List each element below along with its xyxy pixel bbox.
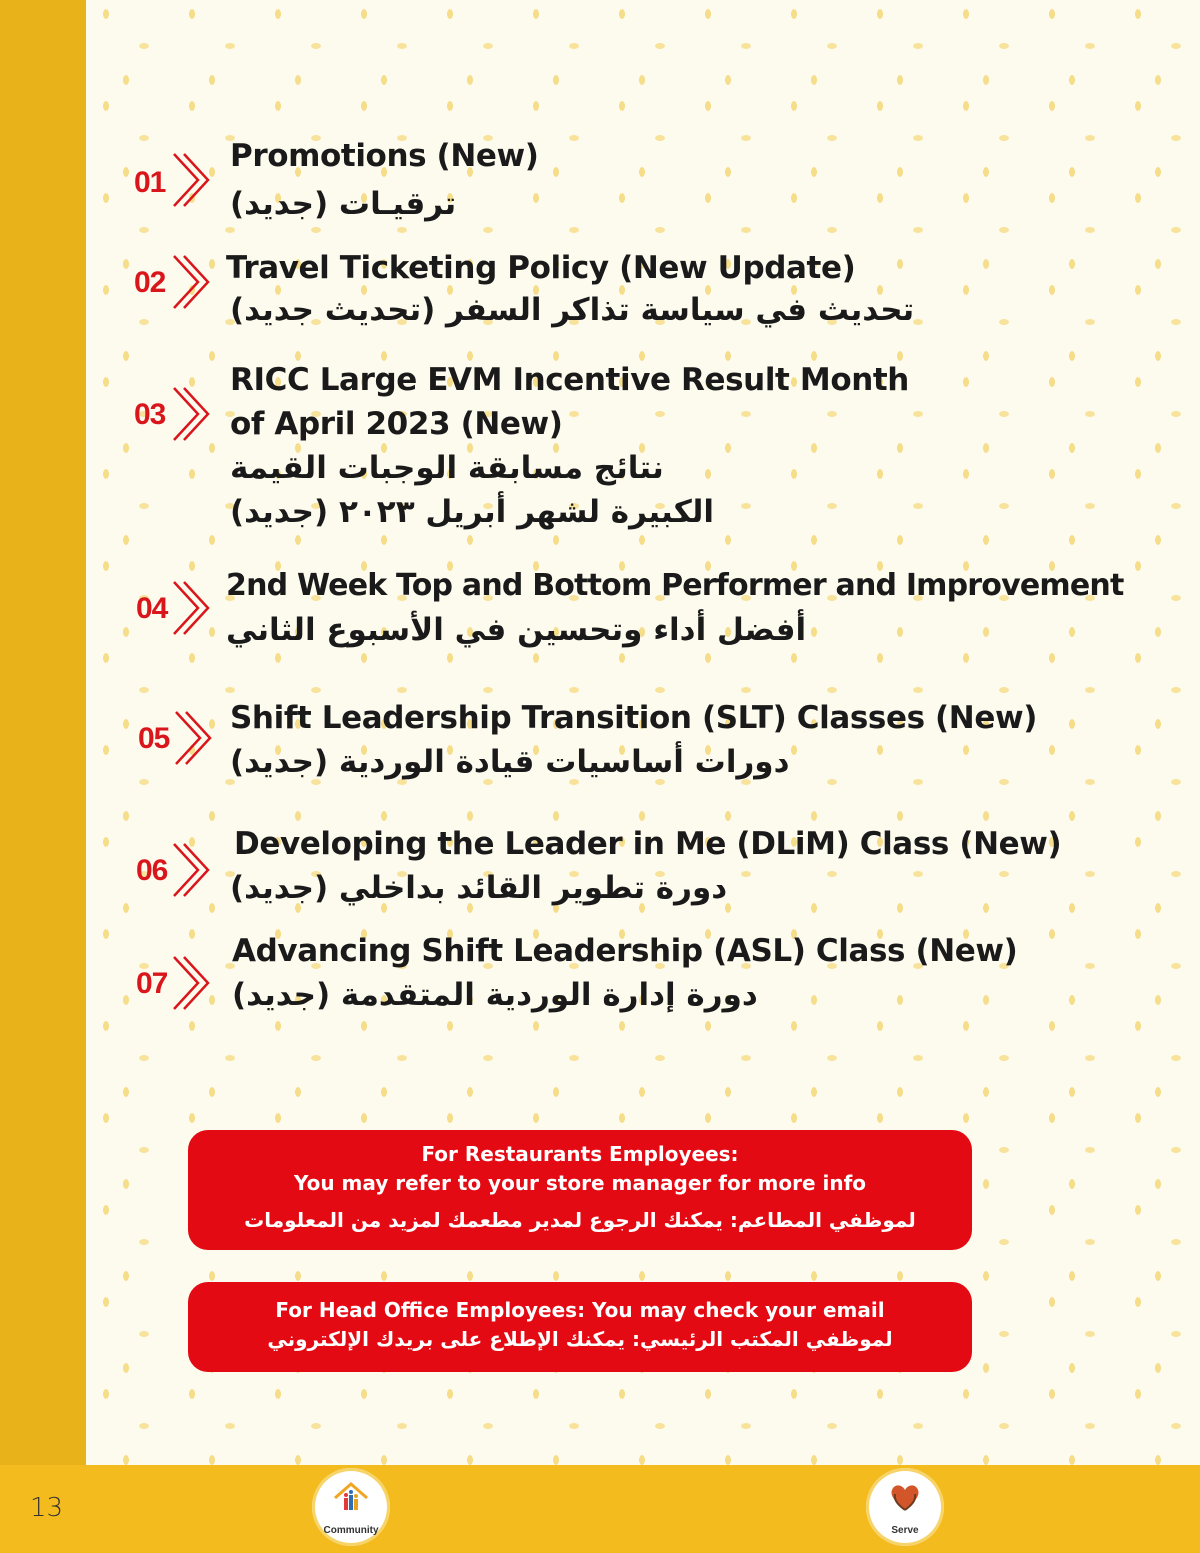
page-number: 13 (30, 1493, 64, 1523)
serve-heart-hands-icon (885, 1480, 925, 1516)
chevron-right-icon (170, 710, 216, 766)
badge-label: Community (323, 1525, 379, 1536)
list-item (134, 138, 1194, 228)
info-box-heading: For Restaurants Employees: (421, 1142, 739, 1166)
chevron-right-icon (168, 254, 214, 310)
item-number: 06 (136, 854, 168, 887)
item-number: 04 (136, 592, 168, 625)
list-item (134, 700, 1194, 790)
chevron-right-icon (168, 580, 214, 636)
chevron-right-icon (168, 386, 214, 442)
item-title-en: Shift Leadership Transition (SLT) Classes (New) (230, 700, 1037, 736)
item-title-ar: دورة تطوير القائد بداخلي (جديد) (230, 870, 728, 906)
chevron-right-icon (168, 955, 214, 1011)
list-item (134, 250, 1194, 340)
community-badge (312, 1468, 390, 1546)
item-number: 07 (136, 967, 168, 1000)
item-title-en: Developing the Leader in Me (DLiM) Class (New) (234, 826, 1062, 862)
item-title-ar: أفضل أداء وتحسين في الأسبوع الثاني (226, 612, 807, 648)
restaurants-info-box (188, 1130, 972, 1250)
chevron-right-icon (168, 152, 214, 208)
list-item (134, 826, 1194, 916)
item-title-ar: دورات أساسيات قيادة الوردية (جديد) (230, 744, 790, 780)
item-title-en: Promotions (New) (230, 138, 539, 174)
item-title-en: 2nd Week Top and Bottom Performer and Improvement (226, 568, 1124, 603)
info-box-heading: For Head Office Employees: You may check your email (275, 1298, 885, 1322)
left-yellow-bar (0, 0, 86, 1465)
item-title-ar: ترقيـات (جديد) (230, 186, 457, 222)
item-number: 03 (134, 398, 166, 431)
item-number: 01 (134, 166, 166, 199)
chevron-right-icon (168, 842, 214, 898)
item-number: 05 (138, 722, 170, 755)
community-house-icon (331, 1480, 371, 1516)
info-box-text-ar: لموظفي المكتب الرئيسي: يمكنك الإطلاع على بريدك الإلكتروني (267, 1327, 893, 1351)
serve-badge (866, 1468, 944, 1546)
info-box-text: You may refer to your store manager for more info (293, 1171, 867, 1195)
list-item (134, 933, 1194, 1023)
item-title-en: RICC Large EVM Incentive Result Month (230, 362, 909, 398)
item-title-ar: تحديث في سياسة تذاكر السفر (تحديث جديد) (230, 292, 915, 328)
list-item (134, 362, 1194, 542)
item-number: 02 (134, 266, 166, 299)
item-title-ar: دورة إدارة الوردية المتقدمة (جديد) (232, 977, 758, 1013)
footer-bar (0, 1465, 1200, 1553)
badge-label: Serve (891, 1525, 919, 1536)
item-title-en: of April 2023 (New) (230, 406, 563, 442)
head-office-info-box (188, 1282, 972, 1372)
list-item (134, 568, 1194, 658)
item-title-en: Travel Ticketing Policy (New Update) (226, 250, 856, 286)
item-title-ar: نتائج مسابقة الوجبات القيمة (230, 450, 664, 486)
item-title-ar: الكبيرة لشهر أبريل ٢٠٢٣ (جديد) (230, 494, 714, 530)
item-title-en: Advancing Shift Leadership (ASL) Class (New) (232, 933, 1018, 969)
info-box-text-ar: لموظفي المطاعم: يمكنك الرجوع لمدير مطعمك لمزيد من المعلومات (244, 1208, 916, 1232)
